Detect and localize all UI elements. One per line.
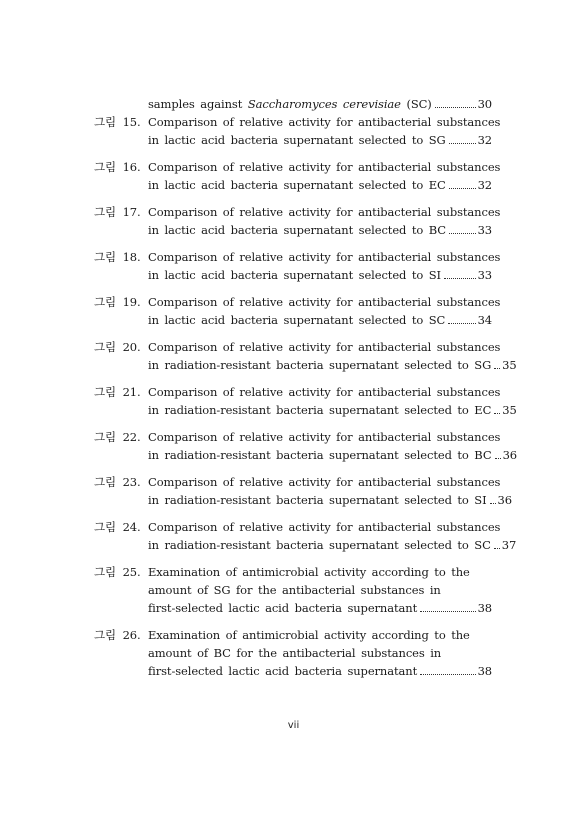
dot-leader: [444, 278, 476, 279]
toc-line: [94, 95, 492, 113]
figure-label: 그림 16.: [94, 160, 141, 174]
entry-text: in lactic acid bacteria supernatant selected to SI: [148, 268, 441, 282]
entry-text: in radiation-resistant bacteria supernatant selected to SI: [148, 493, 487, 507]
figure-label: 그림 26.: [94, 628, 141, 642]
entry-text: in radiation-resistant bacteria supernatant selected to SC: [148, 538, 491, 552]
entry-text: in lactic acid bacteria supernatant selected to EC: [148, 178, 446, 192]
toc-line: [94, 644, 492, 662]
entry-text: in lactic acid bacteria supernatant selected to BC: [148, 223, 447, 237]
figure-list: [94, 95, 517, 680]
figure-label: 그림 17.: [94, 205, 141, 219]
entry-text: Comparison of relative activity for antibacterial substances: [148, 430, 501, 444]
page-number: 35: [502, 358, 517, 372]
entry-text: Examination of antimicrobial activity according to the: [148, 565, 470, 579]
dot-leader: [420, 611, 475, 612]
toc-line: [94, 581, 492, 599]
figure-label: 그림 19.: [94, 295, 141, 309]
toc-entry: [94, 383, 517, 419]
toc-entry: [94, 428, 517, 464]
toc-entry: [94, 113, 501, 149]
dot-leader: [435, 107, 476, 108]
toc-line: [94, 599, 492, 617]
figure-label: 그림 22.: [94, 430, 141, 444]
figure-label: 그림 18.: [94, 250, 141, 264]
toc-line: [94, 536, 517, 554]
toc-line: [94, 248, 501, 266]
entry-text: in radiation-resistant bacteria supernatant selected to SG: [148, 358, 492, 372]
toc-line: [94, 356, 517, 374]
toc-line: [94, 563, 492, 581]
entry-text: Comparison of relative activity for antibacterial substances: [148, 520, 501, 534]
page-number: 36: [502, 448, 517, 462]
entry-text: in lactic acid bacteria supernatant selected to SC: [148, 313, 446, 327]
toc-line: [94, 518, 501, 536]
toc-entry: [94, 203, 501, 239]
entry-text: amount of SG for the antibacterial substances in: [148, 583, 441, 597]
page-footer-number: vii: [287, 720, 300, 731]
toc-line: [94, 626, 492, 644]
toc-line: [94, 338, 501, 356]
entry-text: amount of BC for the antibacterial substances in: [148, 646, 442, 660]
dot-leader: [448, 323, 475, 324]
page-number: 32: [477, 178, 492, 192]
entry-text: Comparison of relative activity for antibacterial substances: [148, 250, 501, 264]
toc-line: [94, 383, 501, 401]
toc-line: [94, 401, 517, 419]
toc-line: [94, 293, 501, 311]
toc-line: [94, 662, 492, 680]
page-number: 38: [477, 601, 492, 615]
toc-entry: [94, 338, 517, 374]
dot-leader: [420, 674, 475, 675]
figure-label: 그림 25.: [94, 565, 141, 579]
page-number: 36: [497, 493, 512, 507]
toc-entry: [94, 518, 517, 554]
toc-entry-continuation: [94, 95, 492, 113]
toc-line: [94, 221, 492, 239]
page-number: 38: [477, 664, 492, 678]
toc-line: [94, 491, 512, 509]
toc-entry: [94, 473, 512, 509]
dot-leader: [449, 143, 476, 144]
dot-leader: [494, 413, 500, 414]
entry-text: Comparison of relative activity for antibacterial substances: [148, 295, 501, 309]
page-number: 33: [477, 268, 492, 282]
dot-leader: [495, 458, 501, 459]
toc-line: [94, 428, 501, 446]
page-number: 30: [477, 97, 492, 111]
dot-leader: [449, 233, 476, 234]
page-number: 35: [502, 403, 517, 417]
figure-label: 그림 15.: [94, 115, 141, 129]
entry-text: in radiation-resistant bacteria supernatant selected to BC: [148, 448, 492, 462]
toc-entry: [94, 248, 501, 284]
toc-line: [94, 311, 492, 329]
dot-leader: [490, 503, 496, 504]
toc-line: [94, 131, 492, 149]
figure-label: 그림 24.: [94, 520, 141, 534]
toc-line: [94, 203, 501, 221]
entry-text: Comparison of relative activity for antibacterial substances: [148, 115, 501, 129]
toc-line: [94, 113, 501, 131]
entry-text: Comparison of relative activity for antibacterial substances: [148, 340, 501, 354]
page-number: 37: [501, 538, 517, 552]
toc-entry: [94, 626, 492, 680]
toc-line: [94, 473, 501, 491]
entry-text: Comparison of relative activity for antibacterial substances: [148, 475, 501, 489]
dot-leader: [449, 188, 476, 189]
toc-line: [94, 158, 501, 176]
toc-entry: [94, 293, 501, 329]
dot-leader: [494, 368, 500, 369]
dot-leader: [494, 548, 500, 549]
entry-text: in lactic acid bacteria supernatant selected to SG: [148, 133, 446, 147]
toc-line: [94, 266, 492, 284]
figure-label: 그림 20.: [94, 340, 141, 354]
toc-line: [94, 176, 492, 194]
entry-text: Examination of antimicrobial activity according to the: [148, 628, 470, 642]
page-number: 34: [477, 313, 492, 327]
entry-text: Comparison of relative activity for antibacterial substances: [148, 385, 501, 399]
figure-label: 그림 21.: [94, 385, 141, 399]
toc-line: [94, 446, 517, 464]
entry-text: Comparison of relative activity for antibacterial substances: [148, 205, 501, 219]
page-number: 33: [477, 223, 492, 237]
entry-text: first-selected lactic acid bacteria supernatant: [148, 601, 418, 615]
page-number: 32: [477, 133, 492, 147]
toc-entry: [94, 158, 501, 194]
entry-text: samples against Saccharomyces cerevisiae (SC): [148, 97, 432, 111]
figure-label: 그림 23.: [94, 475, 141, 489]
entry-text: first-selected lactic acid bacteria supernatant: [148, 664, 418, 678]
entry-text: Comparison of relative activity for antibacterial substances: [148, 160, 501, 174]
toc-entry: [94, 563, 492, 617]
entry-text: in radiation-resistant bacteria supernatant selected to EC: [148, 403, 492, 417]
